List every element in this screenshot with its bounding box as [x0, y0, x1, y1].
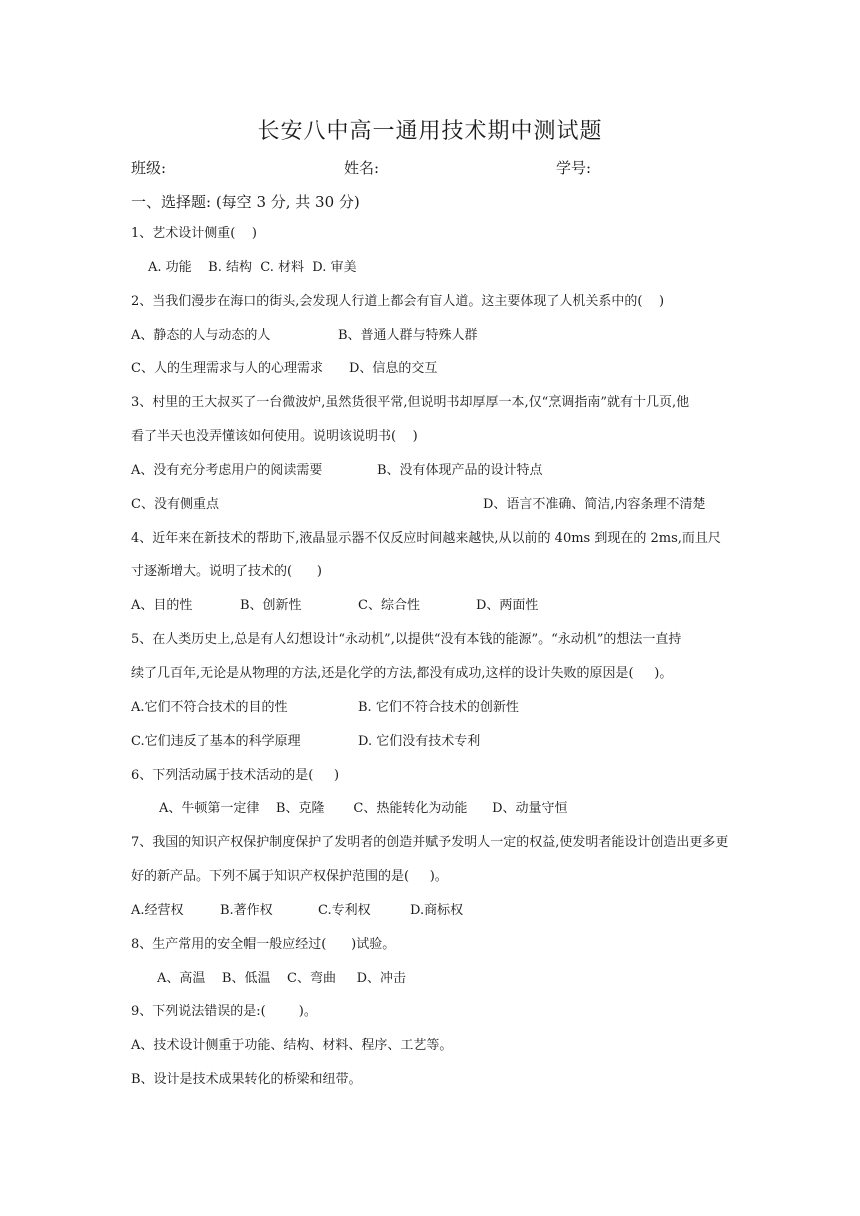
question-2-option-a: A、静态的人与动态的人 — [131, 328, 271, 343]
question-3-option-b: B、没有体现产品的设计特点 — [377, 463, 543, 478]
exam-title: 长安八中高一通用技术期中测试题 — [257, 119, 603, 144]
question-8-options: A、高温 B、低温 C、弯曲 D、冲击 — [157, 971, 407, 986]
question-2-option-c: C、人的生理需求与人的心理需求 — [131, 361, 323, 376]
question-9-stem: 9、下列说法错误的是:( )。 — [131, 1004, 317, 1019]
question-4-option-b: B、创新性 — [240, 598, 302, 613]
question-5-option-b: B. 它们不符合技术的创新性 — [358, 700, 519, 715]
question-1-stem: 1、艺术设计侧重( ) — [131, 226, 257, 241]
question-9-option-a: A、技术设计侧重于功能、结构、材料、程序、工艺等。 — [131, 1038, 453, 1053]
question-7-stem-line-2: 好的新产品。下列不属于知识产权保护范围的是( )。 — [131, 869, 448, 884]
section-heading: 一、选择题: (每空 3 分, 共 30 分) — [131, 193, 360, 211]
question-4-stem-line-1: 4、近年来在新技术的帮助下,液晶显示器不仅反应时间越来越快,从以前的 40ms 到现在的 2ms,而且尺 — [131, 531, 721, 546]
question-3-option-d: D、语言不准确、简洁,内容条理不清楚 — [483, 497, 706, 512]
question-3-option-c: C、没有侧重点 — [131, 497, 219, 512]
question-6-options: A、牛顿第一定律 B、克隆 C、热能转化为动能 D、动量守恒 — [159, 801, 568, 816]
name-label: 姓名: — [344, 159, 380, 177]
question-6-stem: 6、下列活动属于技术活动的是( ) — [131, 768, 340, 783]
question-2-option-b: B、普通人群与特殊人群 — [338, 328, 478, 343]
question-5-option-d: D. 它们没有技术专利 — [358, 734, 481, 749]
question-2-option-d: D、信息的交互 — [349, 361, 438, 376]
question-5-option-c: C.它们违反了基本的科学原理 — [131, 734, 301, 749]
question-7-stem-line-1: 7、我国的知识产权保护制度保护了发明者的创造并赋予发明人一定的权益,使发明者能设计创造出更多更 — [131, 835, 729, 850]
question-5-stem-line-2: 续了几百年,无论是从物理的方法,还是化学的方法,都没有成功,这样的设计失败的原因是( )。 — [131, 666, 673, 681]
question-4-option-a: A、目的性 — [131, 598, 193, 613]
question-7-option-a: A.经营权 — [131, 903, 184, 918]
question-5-stem-line-1: 5、在人类历史上,总是有人幻想设计“永动机”,以提供“没有本钱的能源”。“永动机”的想法一直持 — [131, 632, 682, 647]
question-7-option-c: C.专利权 — [318, 903, 371, 918]
question-5-option-a: A.它们不符合技术的目的性 — [131, 700, 288, 715]
question-3-option-a: A、没有充分考虑用户的阅读需要 — [131, 463, 323, 478]
question-7-option-b: B.著作权 — [220, 903, 273, 918]
question-3-stem-line-1: 3、村里的王大叔买了一台微波炉,虽然货很平常,但说明书却厚厚一本,仅“烹调指南”就有十几页,他 — [131, 395, 690, 410]
question-8-stem: 8、生产常用的安全帽一般应经过( )试验。 — [131, 937, 396, 952]
question-2-stem: 2、当我们漫步在海口的街头,会发现人行道上都会有盲人道。这主要体现了人机关系中的( ) — [131, 294, 665, 309]
question-7-option-d: D.商标权 — [410, 903, 464, 918]
question-1-options: A. 功能 B. 结构 C. 材料 D. 审美 — [148, 260, 357, 275]
question-4-option-d: D、两面性 — [476, 598, 539, 613]
question-4-option-c: C、综合性 — [358, 598, 420, 613]
question-4-stem-line-2: 寸逐渐增大。说明了技术的( ) — [131, 564, 322, 579]
question-9-option-b: B、设计是技术成果转化的桥梁和纽带。 — [131, 1072, 362, 1087]
class-label: 班级: — [131, 159, 167, 177]
question-3-stem-line-2: 看了半天也没弄懂该如何使用。说明该说明书( ) — [131, 429, 418, 444]
student-id-label: 学号: — [556, 159, 592, 177]
